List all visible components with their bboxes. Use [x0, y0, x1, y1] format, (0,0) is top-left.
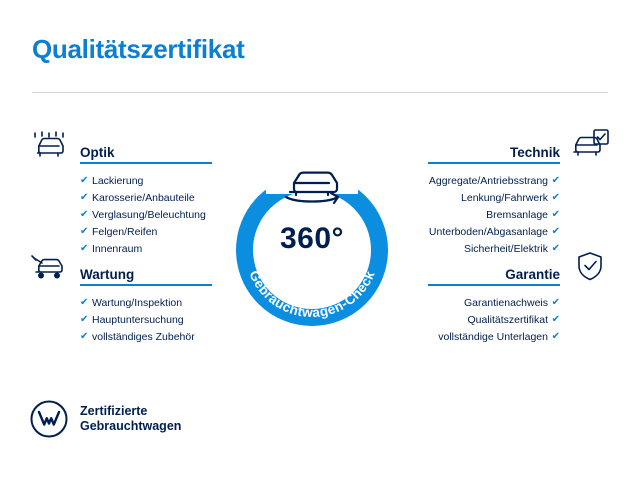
list-item	[428, 224, 618, 241]
list-item-label: Innenraum	[92, 243, 143, 255]
check-icon: ✔	[80, 226, 89, 237]
check-icon: ✔	[80, 209, 89, 220]
check-icon: ✔	[551, 243, 560, 254]
list-item-label: Aggregate/Antriebsstrang	[428, 175, 548, 187]
badge-ring-label-text: Gebrauchtwagen-Check	[246, 268, 378, 321]
check-icon: ✔	[80, 192, 89, 203]
footer-line-2: Gebrauchtwagen	[80, 419, 182, 433]
list-item-label: Lenkung/Fahrwerk	[461, 192, 548, 204]
title-divider	[32, 92, 608, 93]
check-icon: ✔	[80, 331, 89, 342]
list-item	[22, 173, 212, 190]
list-item	[428, 190, 618, 207]
list-item	[428, 207, 618, 224]
check-icon: ✔	[80, 314, 89, 325]
section-technik-title: Technik	[509, 145, 560, 160]
check-icon: ✔	[551, 226, 560, 237]
badge-360	[222, 160, 402, 340]
list-item-label: Verglasung/Beleuchtung	[92, 209, 206, 221]
car-rotation-icon	[274, 166, 350, 212]
section-technik-list	[428, 173, 618, 258]
section-technik-rule	[428, 162, 560, 164]
car-wash-icon	[28, 128, 72, 162]
section-wartung-header	[22, 252, 212, 286]
list-item-label: Karosserie/Anbauteile	[92, 192, 195, 204]
section-wartung-block	[22, 252, 212, 346]
section-technik-header	[428, 130, 618, 164]
section-garantie-header	[428, 252, 618, 286]
section-garantie-list	[428, 295, 618, 346]
check-icon: ✔	[551, 331, 560, 342]
list-item-label: Lackierung	[92, 175, 144, 187]
list-item	[22, 207, 212, 224]
list-item-label: vollständiges Zubehör	[92, 331, 195, 343]
list-item-label: Felgen/Reifen	[92, 226, 158, 238]
list-item-label: Unterboden/Abgasanlage	[428, 226, 548, 238]
list-item	[428, 295, 618, 312]
check-icon: ✔	[80, 297, 89, 308]
vw-logo-icon	[30, 400, 68, 438]
check-icon: ✔	[551, 314, 560, 325]
section-garantie-block	[428, 252, 618, 346]
page-title: Qualitätszertifikat	[32, 34, 245, 64]
section-optik-list	[22, 173, 212, 258]
shield-check-icon	[568, 250, 612, 284]
check-icon: ✔	[551, 175, 560, 186]
list-item-label: Garantienachweis	[463, 297, 548, 309]
car-check-icon	[568, 128, 612, 162]
badge-center-label: 360°	[279, 222, 345, 255]
list-item	[22, 329, 212, 346]
section-technik-block	[428, 130, 618, 258]
check-icon: ✔	[551, 192, 560, 203]
footer	[30, 400, 181, 438]
section-wartung-list	[22, 295, 212, 346]
list-item	[22, 312, 212, 329]
section-wartung	[22, 252, 212, 346]
list-item	[22, 224, 212, 241]
list-item-label: vollständige Unterlagen	[438, 331, 548, 343]
check-icon: ✔	[80, 175, 89, 186]
footer-line-1: Zertifizierte	[80, 404, 148, 418]
section-optik-rule	[80, 162, 212, 164]
section-wartung-title: Wartung	[80, 267, 135, 282]
list-item-label: Wartung/Inspektion	[92, 297, 183, 309]
section-optik	[22, 130, 212, 258]
list-item-label: Sicherheit/Elektrik	[463, 243, 548, 255]
list-item-label: Bremsanlage	[486, 209, 548, 221]
check-icon: ✔	[551, 209, 560, 220]
section-optik-title: Optik	[80, 145, 115, 160]
section-garantie-rule	[428, 284, 560, 286]
car-service-icon	[28, 250, 72, 284]
list-item	[428, 173, 618, 190]
section-garantie-title: Garantie	[505, 267, 560, 282]
list-item-label: Qualitätszertifikat	[467, 314, 548, 326]
section-technik	[428, 130, 618, 258]
list-item	[22, 295, 212, 312]
section-garantie	[428, 252, 618, 346]
footer-text	[80, 404, 181, 434]
section-wartung-rule	[80, 284, 212, 286]
list-item	[428, 312, 618, 329]
list-item	[22, 190, 212, 207]
section-optik-block	[22, 130, 212, 258]
check-icon: ✔	[80, 243, 89, 254]
list-item	[428, 329, 618, 346]
list-item-label: Hauptuntersuchung	[92, 314, 184, 326]
section-optik-header	[22, 130, 212, 164]
check-icon: ✔	[551, 297, 560, 308]
